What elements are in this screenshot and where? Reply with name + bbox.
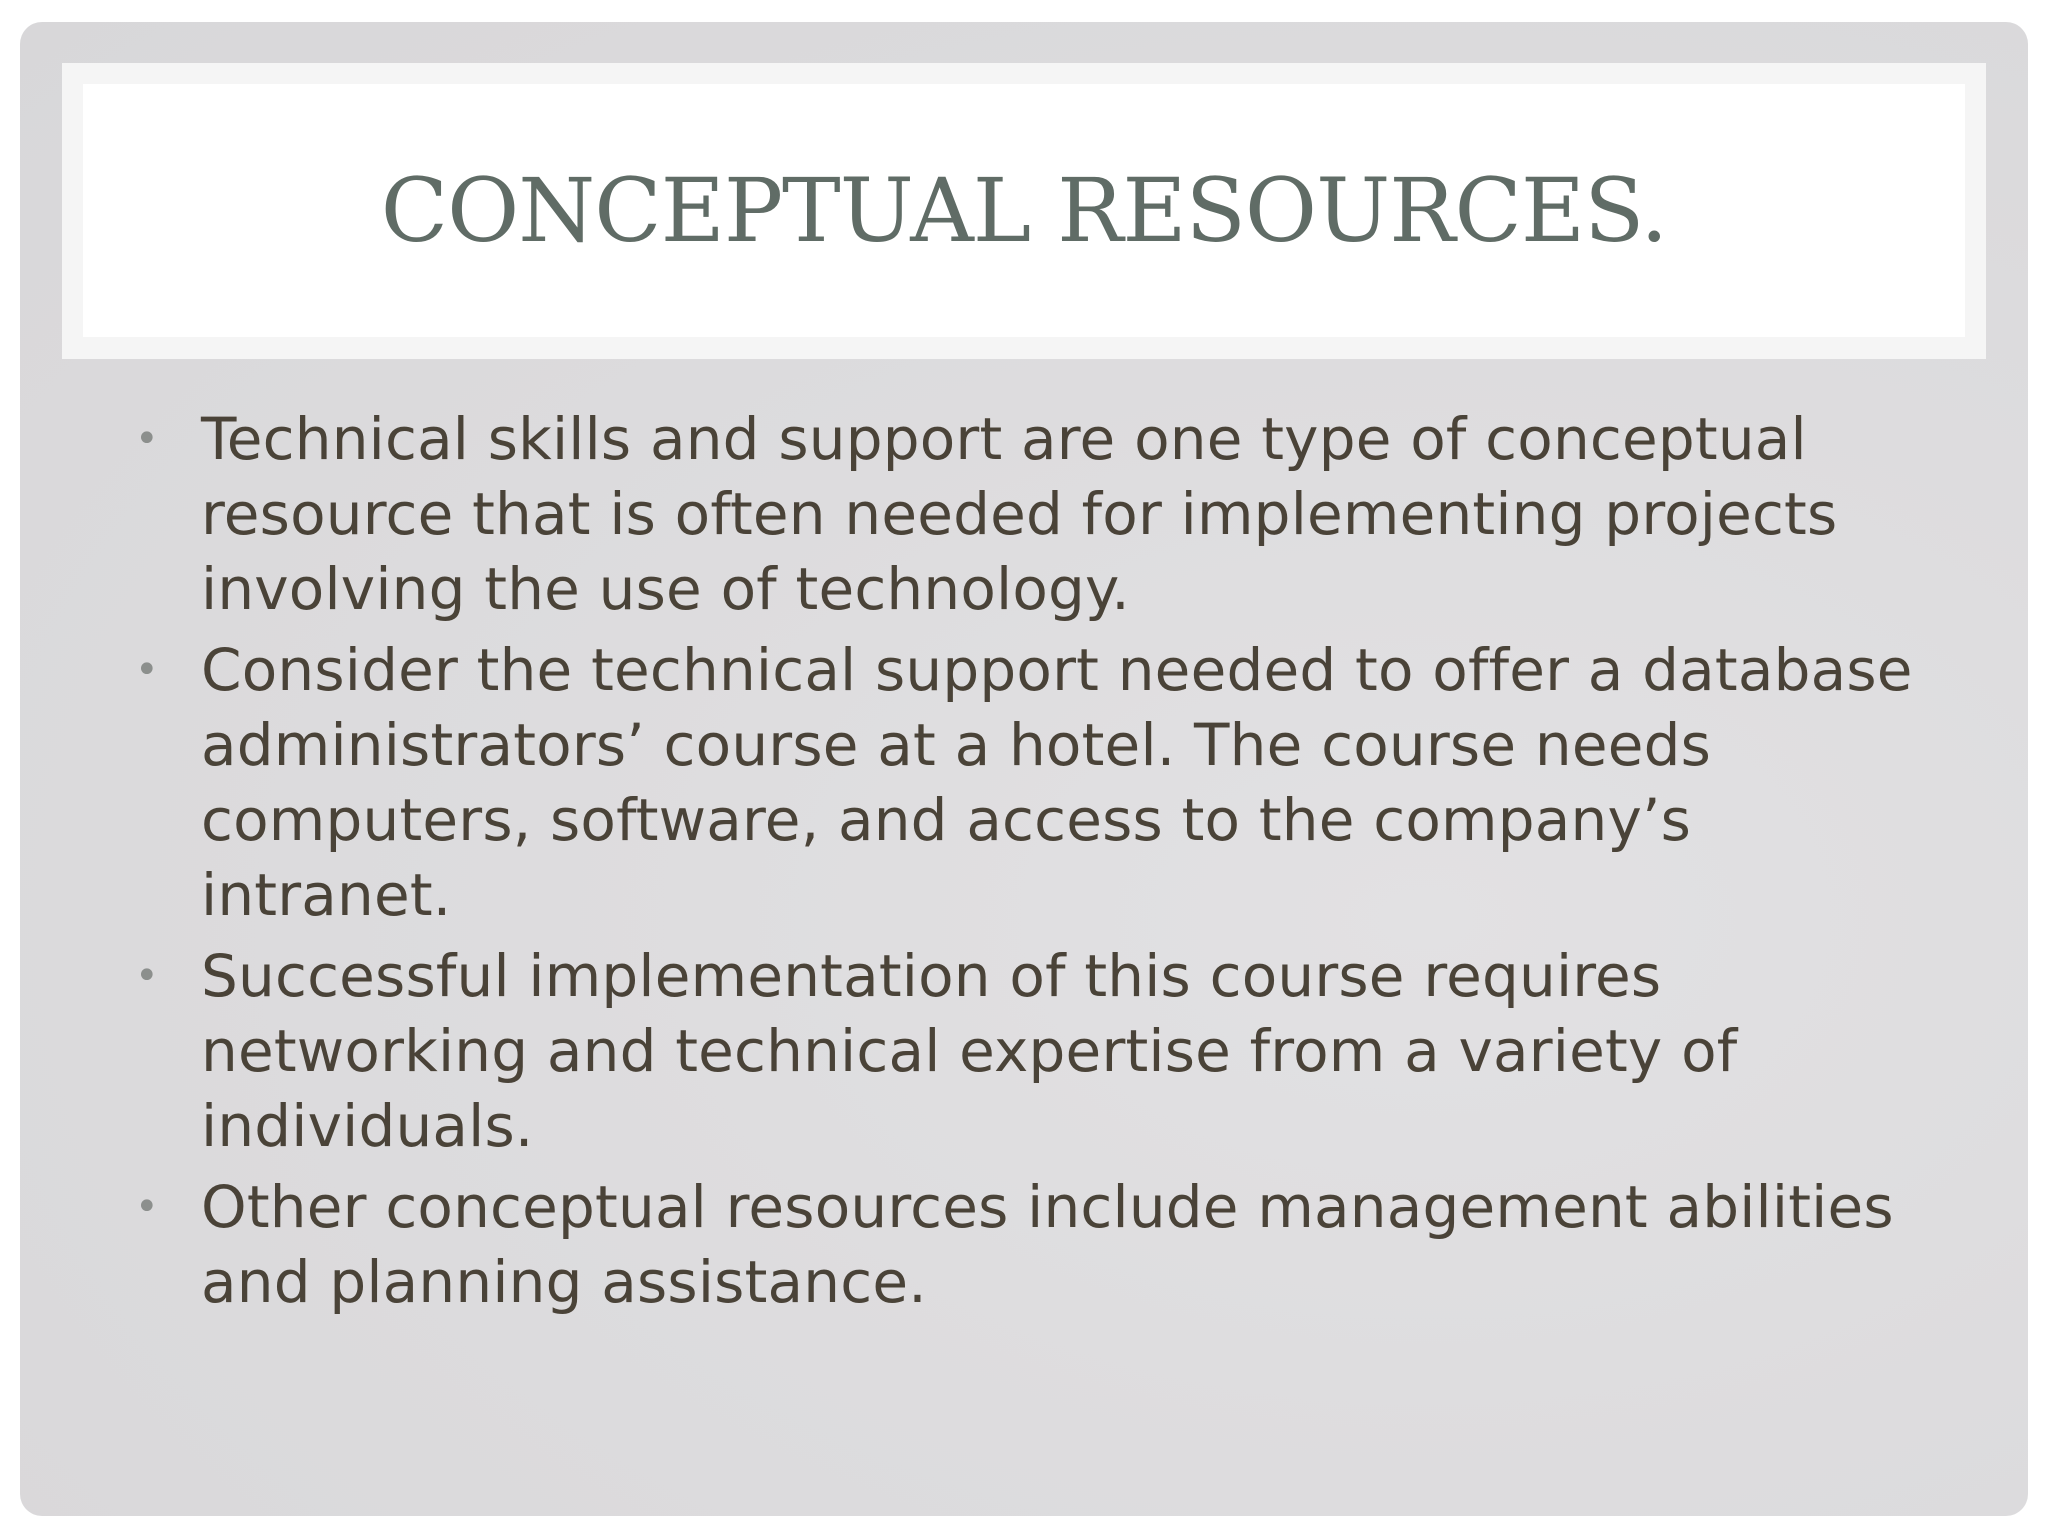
slide [20, 22, 2028, 1516]
bullet-list [135, 402, 1925, 1326]
bullet-item [135, 402, 1925, 627]
bullet-item [135, 1170, 1925, 1320]
bullet-marker: • [135, 416, 159, 462]
bullet-marker: • [135, 647, 159, 693]
bullet-text: Consider the technical support needed to offer a database administrators’ course at a hotel. The course needs computers, software, and access to the company’s intranet. [201, 636, 1913, 929]
bullet-item [135, 939, 1925, 1164]
title-box [83, 84, 1965, 337]
bullet-text: Successful implementation of this course requires networking and technical expertise from a variety of individuals. [201, 942, 1738, 1160]
slide-title: CONCEPTUAL RESOURCES. [380, 159, 1668, 262]
bullet-marker: • [135, 953, 159, 999]
bullet-text: Other conceptual resources include management abilities and planning assistance. [201, 1173, 1894, 1316]
bullet-marker: • [135, 1184, 159, 1230]
bullet-text: Technical skills and support are one type of conceptual resource that is often needed for implementing projects involving the use of technology. [201, 405, 1838, 623]
title-frame [62, 63, 1986, 359]
bullet-item [135, 633, 1925, 933]
